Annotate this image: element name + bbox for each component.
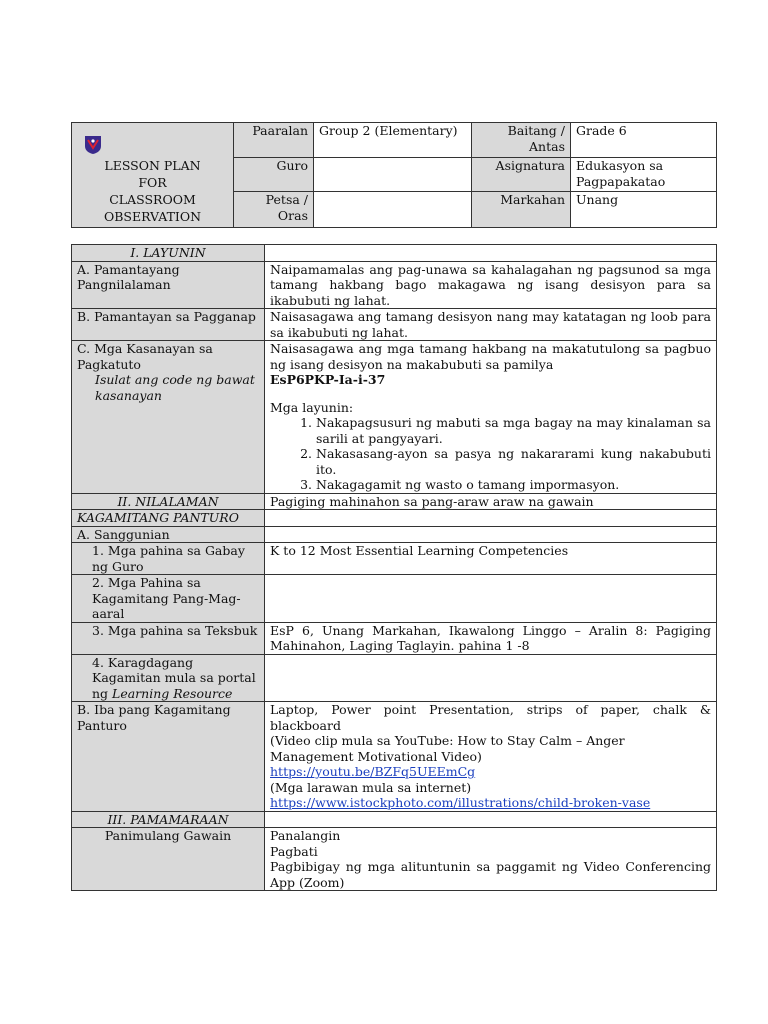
competency-code: EsP6PKP-Ia-i-37 — [270, 372, 386, 387]
paaralan-label: Paaralan — [234, 123, 314, 158]
pamamaraan-heading: III. PAMAMARAAN — [72, 811, 265, 828]
panimulang-gawain-value — [265, 828, 717, 891]
title-line-4: OBSERVATION — [103, 209, 202, 224]
images-line: (Mga larawan mula sa internet) — [270, 779, 472, 795]
header-table — [71, 122, 717, 228]
title-line-2: FOR — [138, 175, 167, 190]
paaralan-value: Group 2 (Elementary) — [314, 123, 472, 158]
nilalaman-value: Pagiging mahinahon sa pang-araw araw na gawain — [265, 493, 717, 510]
kasanayan-value-cell — [265, 341, 717, 494]
learning-resource-text: Learning Resource — [112, 685, 233, 701]
pamantayan-sa-pagganap-label: B. Pamantayan sa Pagganap — [72, 309, 265, 341]
panimulang-gawain-label: Panimulang Gawain — [72, 828, 265, 891]
karagdagang-kagamitan-label — [72, 654, 265, 702]
panimula-item: Panalangin — [270, 828, 341, 843]
lesson-plan-title-cell — [72, 123, 234, 228]
title-line-1: LESSON PLAN — [104, 158, 201, 173]
guro-value — [314, 158, 472, 192]
materials-line: Laptop, Power point Presentation, strips of paper, chalk & blackboard — [270, 702, 711, 733]
kagamitan-heading: KAGAMITANG PANTURO — [72, 510, 265, 527]
panimula-item: Pagbibigay ng mga alituntunin sa paggamit ng Video Conferencing App (Zoom) — [270, 859, 711, 890]
objective-item: 1. Nakapagsusuri ng mabuti sa mga bagay na may kinalaman sa sarili at pangyayari. — [316, 415, 711, 446]
objective-item: 2. Nakasasang-ayon sa pasya ng nakararami kung nakabubuti ito. — [316, 446, 711, 477]
objectives-list — [270, 415, 711, 493]
iba-pang-kagamitan-label: B. Iba pang Kagamitang Panturo — [72, 702, 265, 812]
karagdagang-kagamitan-text: 4. Karagdagang Kagamitan mula sa portal ng — [92, 654, 256, 701]
kasanayan-value: Naisasagawa ang mga tamang hakbang na makatutulong sa pagbuo ng isang desisyon na makabubuti sa pamilya — [270, 341, 711, 372]
kasanayan-cell — [72, 341, 265, 494]
kagamitang-mag-aaral-label: 2. Mga Pahina sa Kagamitang Pang-Mag-aaral — [72, 575, 265, 623]
pamantayang-pangnilalaman-label: A. Pamantayang Pangnilalaman — [72, 261, 265, 309]
teksbuk-label: 3. Mga pahina sa Teksbuk — [72, 622, 265, 654]
asignatura-label: Asignatura — [472, 158, 571, 192]
lesson-plan-table — [71, 244, 717, 891]
pamantayan-sa-pagganap-value: Naisasagawa ang tamang desisyon nang may katatagan ng loob para sa ikabubuti ng lahat. — [265, 309, 717, 341]
markahan-value: Unang — [571, 192, 717, 228]
gabay-guro-value: K to 12 Most Essential Learning Competencies — [265, 543, 717, 575]
gabay-guro-label: 1. Mga pahina sa Gabay ng Guro — [72, 543, 265, 575]
iba-pang-kagamitan-value — [265, 702, 717, 812]
video-clip-line: (Video clip mula sa YouTube: How to Stay Calm – Anger Management Motivational Video) — [270, 733, 625, 764]
markahan-label: Markahan — [472, 192, 571, 228]
kasanayan-label: C. Mga Kasanayan sa Pagkatuto — [77, 341, 213, 372]
guro-label: Guro — [234, 158, 314, 192]
objective-item: 3. Nakagagamit ng wasto o tamang impormasyon. — [316, 477, 711, 493]
istockphoto-link[interactable]: https://www.istockphoto.com/illustrations/child-broken-vase — [270, 795, 651, 810]
pamantayang-pangnilalaman-value: Naipamamalas ang pag-unawa sa kahalagahan ng pagsunod sa mga tamang hakbang bago makagawa ng isang desisyon para sa ikabubuti ng lahat. — [265, 261, 717, 309]
nilalaman-heading: II. NILALAMAN — [72, 493, 265, 510]
youtube-link[interactable]: https://youtu.be/BZFq5UEEmCg — [270, 764, 476, 779]
sanggunian-label: A. Sanggunian — [72, 526, 265, 543]
objectives-heading: Mga layunin: — [270, 399, 354, 415]
teksbuk-value: EsP 6, Unang Markahan, Ikawalong Linggo – Aralin 8: Pagiging Mahinahon, Laging Taglayin. pahina 1 -8 — [265, 622, 717, 654]
petsa-value — [314, 192, 472, 228]
title-line-3: CLASSROOM — [109, 192, 196, 207]
panimula-item: Pagbati — [270, 843, 318, 859]
baitang-value: Grade 6 — [571, 123, 717, 158]
kagamitang-mag-aaral-value — [265, 575, 717, 623]
karagdagang-kagamitan-value — [265, 654, 717, 702]
kasanayan-note: Isulat ang code ng bawat kasanayan — [95, 372, 255, 403]
asignatura-value: Edukasyon sa Pagpapakatao — [571, 158, 717, 192]
petsa-label: Petsa / Oras — [234, 192, 314, 228]
baitang-label: Baitang / Antas — [472, 123, 571, 158]
layunin-heading: I. LAYUNIN — [72, 245, 265, 262]
deped-seal-icon — [84, 135, 102, 155]
